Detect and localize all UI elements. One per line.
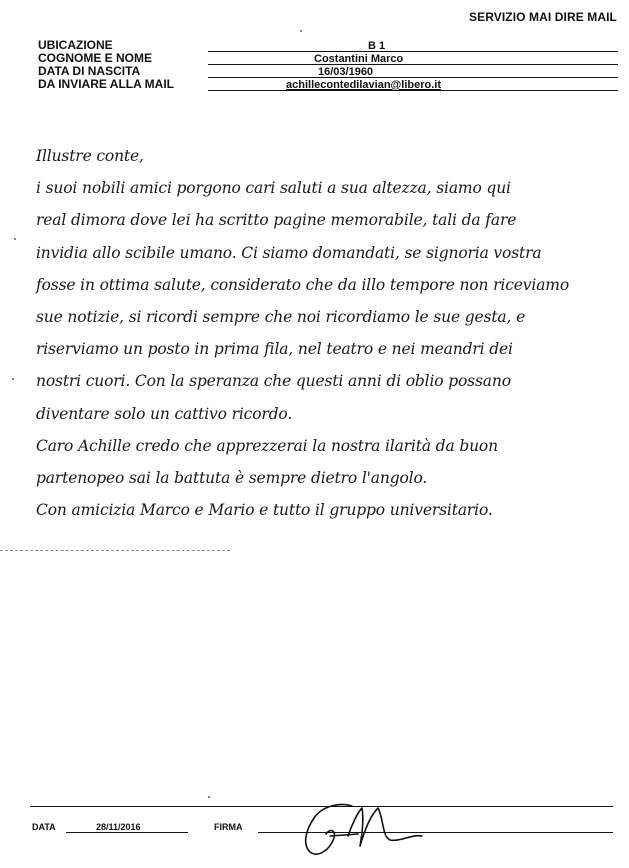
birthdate-value: 16/03/1960	[318, 66, 374, 78]
location-label: UBICAZIONE	[38, 38, 113, 52]
recipient-form	[38, 39, 618, 91]
date-label: DATA	[32, 822, 56, 832]
name-label: COGNOME E NOME	[38, 51, 153, 65]
location-value: B 1	[368, 40, 386, 52]
scan-speck	[208, 796, 210, 798]
letter-line: sue notizie, si ricordi sempre che noi ricordiamo le sue gesta, e	[36, 308, 526, 327]
email-label: DA INVIARE ALLA MAIL	[38, 77, 174, 91]
letter-line: i suoi nobili amici porgono cari saluti a sua altezza, siamo qui	[36, 179, 511, 198]
date-value: 28/11/2016	[96, 822, 141, 832]
letter-line: Illustre conte,	[36, 147, 144, 165]
letter-line: nostri cuori. Con la speranza che questi anni di oblio possano	[36, 372, 511, 391]
birthdate-label: DATA DI NASCITA	[38, 64, 141, 78]
letter-line: fosse in ottima salute, considerato che da illo tempore non riceviamo	[36, 275, 570, 294]
dashed-divider	[0, 550, 230, 551]
letter-line: Caro Achille credo che apprezzerai la nostra ilarità da buon	[36, 436, 498, 455]
name-value: Costantini Marco	[314, 53, 404, 65]
form-row-email	[38, 78, 618, 91]
letter-line: diventare solo un cattivo ricordo.	[36, 404, 293, 423]
signature-label: FIRMA	[214, 822, 243, 832]
signature-mark	[300, 800, 440, 860]
letter-line: partenopeo sai la battuta è sempre dietro l'angolo.	[36, 469, 428, 488]
scan-speck	[14, 238, 16, 240]
scan-speck	[300, 30, 302, 32]
footer	[0, 800, 629, 860]
letter-line: real dimora dove lei ha scritto pagine memorabile, tali da fare	[36, 211, 517, 230]
email-value: achillecontedilavian@libero.it	[286, 79, 441, 91]
service-header: SERVIZIO MAI DIRE MAIL	[469, 10, 617, 24]
scan-speck	[12, 378, 14, 380]
letter-line: Con amicizia Marco e Mario e tutto il gruppo universitario.	[36, 501, 493, 520]
handwritten-letter	[36, 140, 621, 526]
letter-line: riserviamo un posto in prima fila, nel teatro e nei meandri dei	[36, 340, 513, 359]
letter-line: invidia allo scibile umano. Ci siamo domandati, se signoria vostra	[36, 243, 542, 262]
